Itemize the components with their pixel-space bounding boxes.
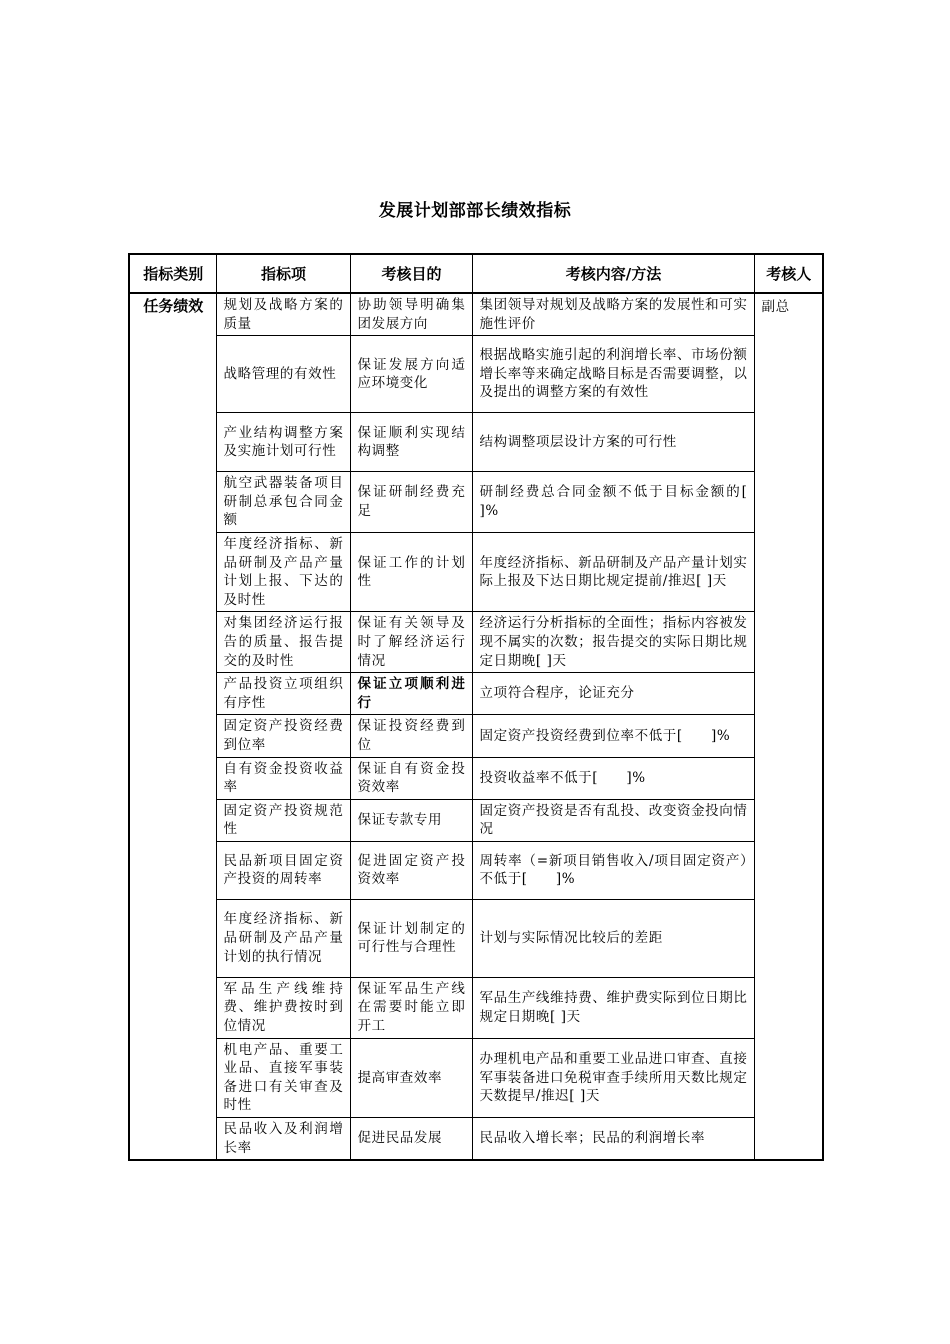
assessment-method: 固定资产投资是否有乱投、改变资金投向情况 [472,799,754,841]
assessment-method: 计划与实际情况比较后的差距 [472,899,754,977]
assessment-method: 结构调整项层设计方案的可行性 [472,413,754,472]
table-row [129,841,823,899]
table-row [129,757,823,799]
assessment-purpose: 保证工作的计划性 [350,532,472,611]
assessment-method: 办理机电产品和重要工业品进口审查、直接军事装备进口免税审查手续所用天数比规定天数提早/推迟[ ]天 [472,1038,754,1117]
header-row [129,254,823,293]
indicator-item: 年度经济指标、新品研制及产品产量计划的执行情况 [216,899,350,977]
assessment-purpose: 保证自有资金投资效率 [350,757,472,799]
indicator-item: 对集团经济运行报告的质量、报告提交的及时性 [216,612,350,673]
assessment-method: 年度经济指标、新品研制及产品产量计划实际上报及下达日期比规定提前/推迟[ ]天 [472,532,754,611]
indicator-item: 产业结构调整方案及实施计划可行性 [216,413,350,472]
header-method: 考核内容/方法 [472,254,754,293]
header-purpose: 考核目的 [350,254,472,293]
assessment-purpose: 保证军品生产线在需要时能立即开工 [350,977,472,1038]
assessment-purpose: 促进民品发展 [350,1118,472,1161]
header-category: 指标类别 [129,254,216,293]
assessment-method: 立项符合程序，论证充分 [472,673,754,715]
assessment-purpose: 提高审查效率 [350,1038,472,1117]
reviewer-cell: 副总 [754,293,823,1160]
table-row [129,977,823,1038]
table-row [129,336,823,413]
assessment-method: 投资收益率不低于[ ]% [472,757,754,799]
indicator-item: 固定资产投资经费到位率 [216,715,350,757]
table-row [129,673,823,715]
table-row [129,612,823,673]
table-row [129,532,823,611]
assessment-purpose: 保证有关领导及时了解经济运行情况 [350,612,472,673]
assessment-purpose: 保证研制经费充足 [350,472,472,533]
indicator-item: 固定资产投资规范性 [216,799,350,841]
category-cell: 任务绩效 [129,293,216,1160]
document-title: 发展计划部部长绩效指标 [378,201,572,221]
assessment-method: 民品收入增长率；民品的利润增长率 [472,1118,754,1161]
assessment-method: 集团领导对规划及战略方案的发展性和可实施性评价 [472,293,754,336]
assessment-purpose: 保证发展方向适应环境变化 [350,336,472,413]
assessment-purpose: 保证计划制定的可行性与合理性 [350,899,472,977]
indicator-item: 产品投资立项组织有序性 [216,673,350,715]
header-item: 指标项 [216,254,350,293]
assessment-purpose: 促进固定资产投资效率 [350,841,472,899]
header-reviewer: 考核人 [754,254,823,293]
table-row [129,472,823,533]
table-row [129,799,823,841]
table-row [129,1038,823,1117]
indicator-item: 民品收入及利润增长率 [216,1118,350,1161]
assessment-method: 军品生产线维持费、维护费实际到位日期比规定日期晚[ ]天 [472,977,754,1038]
assessment-purpose: 保证顺利实现结构调整 [350,413,472,472]
assessment-method: 研制经费总合同金额不低于目标金额的[ ]% [472,472,754,533]
assessment-method: 根据战略实施引起的利润增长率、市场份额增长率等来确定战略目标是否需要调整，以及提出的调整方案的有效性 [472,336,754,413]
table-row [129,293,823,336]
table-row [129,715,823,757]
assessment-purpose: 保证专款专用 [350,799,472,841]
assessment-purpose: 保证立项顺利进行 [350,673,472,715]
table-row [129,899,823,977]
indicator-item: 规划及战略方案的质量 [216,293,350,336]
kpi-table [128,253,824,1161]
indicator-item: 自有资金投资收益率 [216,757,350,799]
indicator-item: 年度经济指标、新品研制及产品产量计划上报、下达的及时性 [216,532,350,611]
indicator-item: 航空武器装备项目研制总承包合同金额 [216,472,350,533]
indicator-item: 民品新项目固定资产投资的周转率 [216,841,350,899]
assessment-method: 经济运行分析指标的全面性；指标内容被发现不属实的次数；报告提交的实际日期比规定日期晚[ ]天 [472,612,754,673]
indicator-item: 战略管理的有效性 [216,336,350,413]
indicator-item: 机电产品、重要工业品、直接军事装备进口有关审查及时性 [216,1038,350,1117]
table-row [129,1118,823,1161]
assessment-purpose: 保证投资经费到位 [350,715,472,757]
assessment-method: 固定资产投资经费到位率不低于[ ]% [472,715,754,757]
assessment-method: 周转率（=新项目销售收入/项目固定资产）不低于[ ]% [472,841,754,899]
indicator-item: 军品生产线维持费、维护费按时到位情况 [216,977,350,1038]
assessment-purpose: 协助领导明确集团发展方向 [350,293,472,336]
table-row [129,413,823,472]
